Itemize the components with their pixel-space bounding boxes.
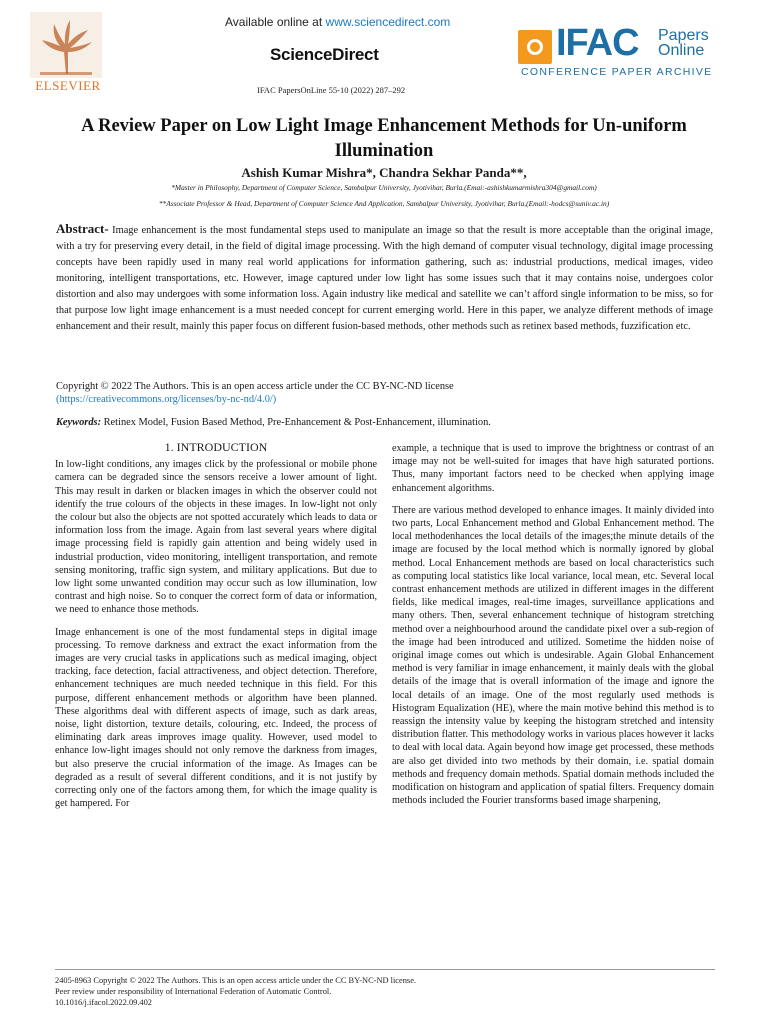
- ifac-subtitle: CONFERENCE PAPER ARCHIVE: [521, 66, 713, 78]
- copyright-notice: [56, 380, 713, 406]
- footer-divider: [55, 969, 715, 970]
- sciencedirect-brand: ScienceDirect: [270, 45, 379, 64]
- publisher-name: ELSEVIER: [35, 78, 101, 93]
- affiliation-1: *Master in Philosophy, Department of Computer Science, Sambalpur University, Jyotivihar, Burla.(Emai:-ashishkumarmishra304@gmail.com): [171, 183, 597, 192]
- keywords: [56, 417, 713, 428]
- paragraph: In low-light conditions, any images click by the professional or mobile phone camera can be degraded since the sensors receive a lower amount of light. This may result in darken or blacken images in which the observer could not identify the true colours of the objects in these images. In low-light not only the colour but also the objects are not spotted accurately which leads to data or information loss from the image. Again from last several years where digital image processing field is rapidly gain attention and being widely used in industrial production, video monitoring, intelligent transportation, and remote sensing monitoring, traffic sign system, and military applications. But due to low light some unwanted condition may occur such as low illumination, low contrast and high noise. So to conquer the correct form of data or information, we need to enhance those methods.: [55, 459, 377, 616]
- footer-copyright: 2405-8963 Copyright © 2022 The Authors. This is an open access article under the CC BY-NC-ND license.: [55, 976, 417, 985]
- license-link[interactable]: (https://creativecommons.org/licenses/by-nc-nd/4.0/): [56, 394, 277, 405]
- keywords-text: Retinex Model, Fusion Based Method, Pre-Enhancement & Post-Enhancement, illumination.: [101, 417, 491, 428]
- ifac-papers-online: [658, 28, 709, 58]
- paper-authors: Ashish Kumar Mishra*, Chandra Sekhar Panda**,: [241, 165, 527, 180]
- section-heading: 1. INTRODUCTION: [164, 440, 268, 454]
- footer-doi: 10.1016/j.ifacol.2022.09.402: [55, 998, 152, 1007]
- journal-header: [0, 0, 768, 105]
- abstract: [56, 221, 713, 335]
- copyright-text: Copyright © 2022 The Authors. This is an open access article under the CC BY-NC-ND license: [56, 381, 454, 392]
- ifac-emblem-icon: [518, 30, 552, 64]
- available-prefix: Available online at: [225, 15, 326, 29]
- journal-citation: IFAC PapersOnLine 55-10 (2022) 287–292: [257, 85, 406, 95]
- affiliation-2: **Associate Professor & Head, Department of Computer Science And Application, Sambalpur University, Jyotivihar, Burla,(Email:-hodcs@suniv.ac.in): [158, 199, 610, 208]
- right-column: [392, 442, 714, 816]
- ifac-logo: [518, 22, 748, 84]
- footer-peer-review: Peer review under responsibility of International Federation of Automatic Control.: [55, 987, 332, 996]
- abstract-text: Image enhancement is the most fundamental steps used to manipulate an image so that the result is more acceptable than the original image, with a try for preserving every detail, in the field of digital image processing. With the high demand of computer visual technology, digital image processing concepts have been rapidly used in many real world applications for information gathering, such as: industrial productions, medical images, video monitoring, intelligent transportations, etc. However, image captured under low light has some issues such that it may contains noise, undergoes color distortion and also may undergoes with some information loss. Again industry like medical and satellite we can’t afford single information to be miss, so for that purpose low light image enhancement is a must needed concept for current emerging world. Here in this paper, we analyze different methods of image enhancement and their result, mainly this paper focus on different fusion-based methods, other methods such as retinex based methods, fuzzification etc.: [56, 225, 713, 332]
- paragraph: There are various method developed to enhance images. It mainly divided into two parts, Local Enhancement method and Global Enhancement method. The local methodenhances the local details of the images;the minute details of the image are focused by the local method which is normally ignored by global method. Local Enhancement methods are based on local characteristics such as computing local statistics like local variance, local mean, etc. Several local contrast enhancement methods are utilized in different images in the different fields, like medical images, real-time images, surveillance applications and many others. Then, several enhancement technique of histogram stretching method over a neighbourhood around the candidate pixel over a sub-region of the image had been introduced and utilized. Sometime the hidden noise of original image comes out which is undesirable. Again Global Enhancement method is very familiar in image enhancement, it mainly deals with the global details of the image that is overall information of the image and ignore the local details of an image. One of the most regularly used methods is Histogram Equalization (HE), where the main motive behind this method is to reassign the intensity value by keeping the histogram stretched and intensity distribution flatter. This methodology works in various places however it lacks to deal with local data. Again beyond how image get processed, these methods are also get divided into two methods by their domain, i.e. spatial domain methods and frequency domain methods. Spatial domain methods included the modification on histogram and application of spatial filters. Frequency domain methods included the Fourier transforms based image sharpening,: [392, 504, 714, 807]
- ifac-papers-text: Papers: [658, 27, 709, 44]
- page-footer: [55, 975, 735, 1008]
- ifac-online-text: Online: [658, 42, 705, 59]
- available-online: [225, 15, 450, 29]
- paper-title: A Review Paper on Low Light Image Enhancement Methods for Un-uniform Illumination: [81, 116, 687, 161]
- paragraph: Image enhancement is one of the most fundamental steps in digital image processing. To remove darkness and extract the exact information from the images are very crucial tasks in applications such as medical imaging, object tracking, face detection, facial attractiveness, and object detection. Therefore, enhancement techniques are much needed technique in this field. For this purpose, different enhancement methods or algorithm have been planned. These algorithms deal with different aspects of image, such as dark areas, noise, light distortion, texture details, colouring, etc. Indeed, the process of eliminating dark areas improves image quality. However, used model to enhance low-light images should not only remove the darkness from images, but also preserve the crucial information of the image. As Images can be degraded as a result of several different conditions, and it is not justify by correcting only one of the factors among them, for which the image quality is get hampered. For: [55, 626, 377, 810]
- abstract-label: Abstract-: [56, 221, 109, 236]
- sciencedirect-link[interactable]: www.sciencedirect.com: [325, 15, 451, 29]
- paragraph: example, a technique that is used to improve the brightness or contrast of an image may not be well-suited for images that have high saturated portions. Thus, many important factors need to be checked when applying image enhancement algorithms.: [392, 443, 714, 494]
- left-column: [55, 441, 377, 819]
- ifac-wordmark: IFAC: [556, 22, 639, 64]
- keywords-label: Keywords:: [56, 417, 102, 428]
